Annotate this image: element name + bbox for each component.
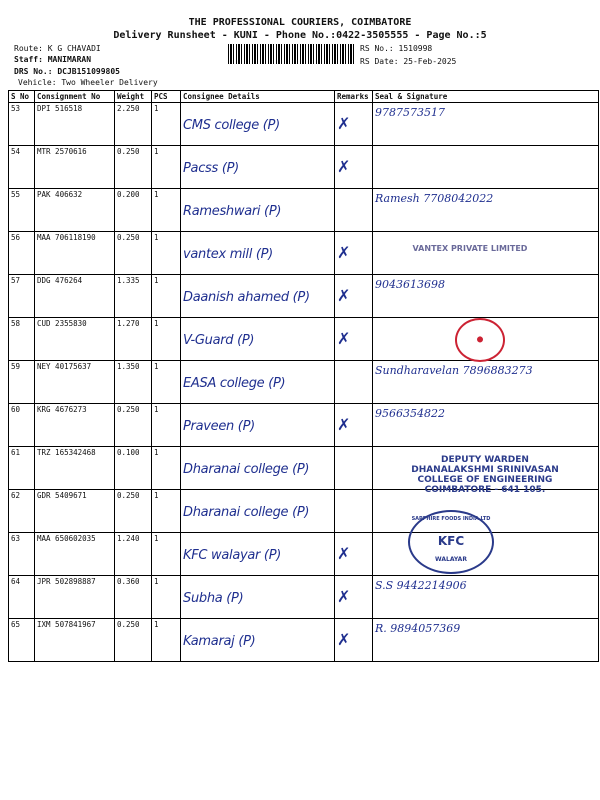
pieces-count: 1: [154, 362, 159, 371]
consignment-number: TRZ 165342468: [37, 448, 96, 457]
pieces-count: 1: [154, 448, 159, 457]
weight-value: 0.250: [117, 405, 140, 414]
consignment-number-cell: [35, 361, 115, 404]
weight-value: 0.250: [117, 147, 140, 156]
consignment-number: MTR 2570616: [37, 147, 87, 156]
serial-number-cell: [9, 447, 35, 490]
pieces-count-cell: [152, 361, 181, 404]
consignee-details: CMS college (P): [183, 118, 280, 133]
staff-label: Staff: MANIMARAN: [14, 55, 92, 64]
consignee-details: EASA college (P): [183, 376, 286, 391]
rs-date: RS Date: 25-Feb-2025: [360, 57, 457, 66]
pieces-count-cell: [152, 146, 181, 189]
consignment-number-cell: [35, 275, 115, 318]
kfc-round-seal: [408, 510, 494, 574]
serial-number: 56: [11, 233, 21, 242]
remark-mark-cell: [335, 447, 373, 490]
remark-mark: ✗: [337, 329, 351, 348]
signature-note-cell: [373, 361, 599, 404]
remark-mark: ✗: [337, 587, 351, 606]
weight-value: 1.335: [117, 276, 140, 285]
consignee-details: Dharanai college (P): [183, 505, 310, 520]
vantex-stamp: VANTEX PRIVATE LIMITED: [412, 244, 528, 253]
consignee-details: Pacss (P): [183, 161, 239, 176]
pieces-count: 1: [154, 233, 159, 242]
pieces-count-cell: [152, 619, 181, 662]
consignment-number-cell: [35, 146, 115, 189]
weight-value: 0.250: [117, 620, 140, 629]
pieces-count-cell: [152, 404, 181, 447]
serial-number-cell: [9, 103, 35, 146]
consignee-details-cell: [181, 189, 335, 232]
table-row: [9, 361, 599, 404]
signature-note-cell: [373, 619, 599, 662]
serial-number-cell: [9, 146, 35, 189]
consignee-details: Praveen (P): [183, 419, 255, 434]
company-title: THE PROFESSIONAL COURIERS, COIMBATORE: [188, 17, 412, 28]
serial-number: 58: [11, 319, 21, 328]
consignee-details: Kamaraj (P): [183, 634, 256, 649]
signature-note: 9043613698: [375, 278, 445, 291]
serial-number-cell: [9, 275, 35, 318]
pieces-count-cell: [152, 275, 181, 318]
serial-number: 57: [11, 276, 21, 285]
consignee-details-cell: [181, 619, 335, 662]
signature-note-cell: [373, 146, 599, 189]
weight-value-cell: [115, 318, 152, 361]
pieces-count-cell: [152, 490, 181, 533]
consignee-details-cell: [181, 447, 335, 490]
remark-mark-cell: [335, 275, 373, 318]
runsheet-subtitle: Delivery Runsheet - KUNI - Phone No.:0422-3505555 - Page No.:5: [113, 30, 487, 41]
serial-number: 65: [11, 620, 21, 629]
consignee-details: Dharanai college (P): [183, 462, 310, 477]
pieces-count: 1: [154, 319, 159, 328]
remark-mark-cell: [335, 404, 373, 447]
remark-mark-cell: [335, 232, 373, 275]
pieces-count-cell: [152, 189, 181, 232]
weight-value-cell: [115, 189, 152, 232]
weight-value: 0.360: [117, 577, 140, 586]
serial-number: 55: [11, 190, 21, 199]
pieces-count-cell: [152, 232, 181, 275]
remark-mark-cell: [335, 576, 373, 619]
vehicle-label: Vehicle: Two Wheeler Delivery: [18, 78, 158, 87]
stamp-line: COIMBATORE - 641 105.: [424, 485, 546, 495]
consignment-number: IXM 507841967: [37, 620, 96, 629]
consignment-number: NEY 40175637: [37, 362, 92, 371]
stamp-line: COLLEGE OF ENGINEERING: [417, 475, 553, 485]
weight-value: 0.200: [117, 190, 140, 199]
serial-number-cell: [9, 361, 35, 404]
remark-mark-cell: [335, 533, 373, 576]
consignment-number-cell: [35, 447, 115, 490]
consignee-details-cell: [181, 533, 335, 576]
column-header: PCS: [152, 91, 181, 103]
consignment-number: KRG 4676273: [37, 405, 87, 414]
consignment-number-cell: [35, 619, 115, 662]
consignment-number: MAA 706118190: [37, 233, 96, 242]
weight-value: 0.250: [117, 233, 140, 242]
pieces-count: 1: [154, 534, 159, 543]
remark-mark-cell: [335, 490, 373, 533]
serial-number-cell: [9, 533, 35, 576]
runsheet-table: [8, 90, 599, 662]
consignment-number-cell: [35, 404, 115, 447]
serial-number-cell: [9, 318, 35, 361]
table-row: [9, 490, 599, 533]
weight-value-cell: [115, 447, 152, 490]
serial-number: 61: [11, 448, 21, 457]
weight-value: 0.100: [117, 448, 140, 457]
remark-mark: ✗: [337, 544, 351, 563]
weight-value: 1.240: [117, 534, 140, 543]
signature-note-cell: [373, 189, 599, 232]
consignment-number: DPI 516518: [37, 104, 83, 113]
table-row: [9, 103, 599, 146]
pieces-count-cell: [152, 103, 181, 146]
remark-mark-cell: [335, 361, 373, 404]
column-header: Weight: [115, 91, 152, 103]
barcode: [228, 44, 356, 64]
pieces-count: 1: [154, 190, 159, 199]
weight-value-cell: [115, 576, 152, 619]
serial-number-cell: [9, 189, 35, 232]
weight-value: 1.270: [117, 319, 140, 328]
consignment-number-cell: [35, 232, 115, 275]
consignee-details-cell: [181, 318, 335, 361]
stamp-line: SAPPHIRE FOODS INDIA LTD: [411, 516, 491, 522]
signature-note: S.S 9442214906: [375, 579, 467, 592]
signature-note-cell: [373, 576, 599, 619]
column-header: Seal & Signature: [373, 91, 599, 103]
serial-number-cell: [9, 232, 35, 275]
consignee-details-cell: [181, 103, 335, 146]
consignee-details: vantex mill (P): [183, 247, 273, 262]
consignment-number-cell: [35, 103, 115, 146]
consignment-number: JPR 502898887: [37, 577, 96, 586]
remark-mark-cell: [335, 189, 373, 232]
pieces-count: 1: [154, 620, 159, 629]
weight-value-cell: [115, 232, 152, 275]
weight-value: 2.250: [117, 104, 140, 113]
remark-mark-cell: [335, 103, 373, 146]
consignment-number: CUD 2355830: [37, 319, 87, 328]
consignment-number: PAK 406632: [37, 190, 83, 199]
signature-note: Sundharavelan 7896883273: [375, 364, 533, 377]
column-header: Remarks: [335, 91, 373, 103]
remark-mark-cell: [335, 146, 373, 189]
table-row: [9, 404, 599, 447]
serial-number: 53: [11, 104, 21, 113]
consignment-number-cell: [35, 490, 115, 533]
consignment-number: DDG 476264: [37, 276, 83, 285]
signature-note-cell: [373, 404, 599, 447]
drs-number: DRS No.: DCJB151099805: [14, 67, 120, 76]
stamp-line: WALAYAR: [435, 556, 467, 563]
table-row: [9, 232, 599, 275]
serial-number-cell: [9, 490, 35, 533]
column-header: Consignment No: [35, 91, 115, 103]
consignee-details-cell: [181, 404, 335, 447]
remark-mark: ✗: [337, 286, 351, 305]
consignee-details: Rameshwari (P): [183, 204, 282, 219]
signature-note: R. 9894057369: [375, 622, 461, 635]
remark-mark: ✗: [337, 630, 351, 649]
consignee-details-cell: [181, 490, 335, 533]
serial-number: 54: [11, 147, 21, 156]
weight-value-cell: [115, 103, 152, 146]
signature-note-cell: [373, 103, 599, 146]
consignee-details-cell: [181, 146, 335, 189]
table-row: [9, 189, 599, 232]
signature-note-cell: [373, 232, 599, 275]
consignment-number-cell: [35, 576, 115, 619]
pieces-count: 1: [154, 577, 159, 586]
weight-value: 0.250: [117, 491, 140, 500]
stamp-line: DHANALAKSHMI SRINIVASAN: [411, 465, 559, 475]
pieces-count: 1: [154, 405, 159, 414]
table-row: [9, 533, 599, 576]
consignment-number-cell: [35, 318, 115, 361]
serial-number: 63: [11, 534, 21, 543]
serial-number-cell: [9, 404, 35, 447]
table-row: [9, 576, 599, 619]
pieces-count-cell: [152, 318, 181, 361]
consignee-details: KFC walayar (P): [183, 548, 282, 563]
remark-mark: ✗: [337, 243, 351, 262]
route-label: Route: K G CHAVADI: [14, 44, 101, 53]
weight-value-cell: [115, 146, 152, 189]
consignment-number-cell: [35, 533, 115, 576]
weight-value-cell: [115, 619, 152, 662]
consignee-details-cell: [181, 275, 335, 318]
table-header-row: [9, 91, 599, 103]
pieces-count: 1: [154, 104, 159, 113]
serial-number: 60: [11, 405, 21, 414]
remark-mark: ✗: [337, 415, 351, 434]
weight-value-cell: [115, 533, 152, 576]
pieces-count: 1: [154, 147, 159, 156]
consignee-details: Daanish ahamed (P): [183, 290, 310, 305]
signature-note: 9787573517: [375, 106, 445, 119]
consignee-details-cell: [181, 361, 335, 404]
rs-number: RS No.: 1510998: [360, 44, 433, 53]
remark-mark: ✗: [337, 157, 351, 176]
red-seal-stamp: ●: [455, 318, 505, 362]
stamp-line: KFC: [437, 534, 465, 548]
pieces-count: 1: [154, 276, 159, 285]
weight-value: 1.350: [117, 362, 140, 371]
table-row: [9, 318, 599, 361]
serial-number: 62: [11, 491, 21, 500]
weight-value-cell: [115, 404, 152, 447]
consignee-details-cell: [181, 232, 335, 275]
column-header: Consignee Details: [181, 91, 335, 103]
remark-mark-cell: [335, 619, 373, 662]
signature-note-cell: [373, 275, 599, 318]
consignment-number: GDR 5409671: [37, 491, 87, 500]
serial-number: 59: [11, 362, 21, 371]
weight-value-cell: [115, 490, 152, 533]
consignee-details: Subha (P): [183, 591, 244, 606]
table-row: [9, 275, 599, 318]
consignee-details-cell: [181, 576, 335, 619]
remark-mark-cell: [335, 318, 373, 361]
signature-note: 9566354822: [375, 407, 445, 420]
table-row: [9, 146, 599, 189]
stamp-line: DEPUTY WARDEN: [441, 455, 529, 465]
deputy-warden-stamp: [390, 455, 580, 495]
weight-value-cell: [115, 275, 152, 318]
weight-value-cell: [115, 361, 152, 404]
consignment-number: MAA 650602035: [37, 534, 96, 543]
remark-mark: ✗: [337, 114, 351, 133]
signature-note: Ramesh 7708042022: [375, 192, 494, 205]
pieces-count-cell: [152, 576, 181, 619]
consignee-details: V-Guard (P): [183, 333, 255, 348]
serial-number-cell: [9, 576, 35, 619]
pieces-count-cell: [152, 533, 181, 576]
serial-number-cell: [9, 619, 35, 662]
pieces-count-cell: [152, 447, 181, 490]
pieces-count: 1: [154, 491, 159, 500]
table-row: [9, 619, 599, 662]
column-header: S No: [9, 91, 35, 103]
serial-number: 64: [11, 577, 21, 586]
consignment-number-cell: [35, 189, 115, 232]
